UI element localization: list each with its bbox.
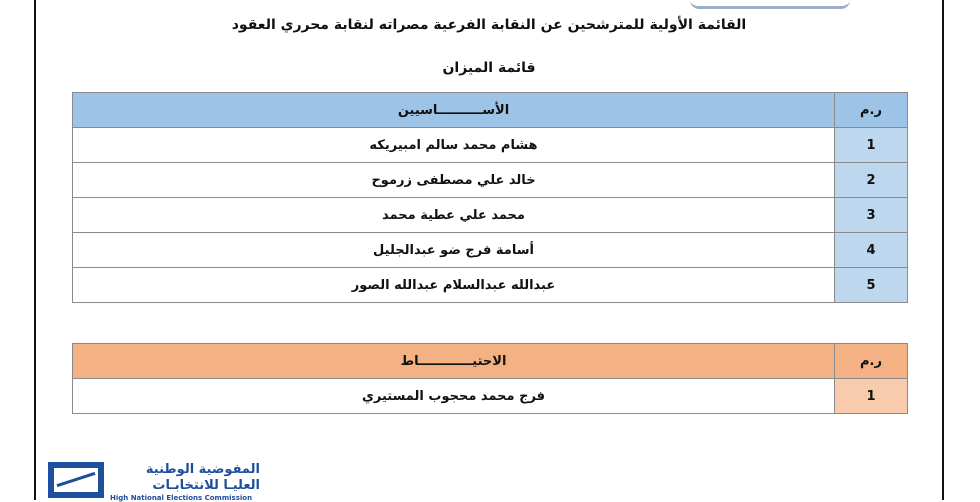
candidate-name: فرج محمد محجوب المستيري	[73, 379, 835, 414]
candidate-name: أسامة فرج ضو عبدالجليل	[73, 233, 835, 268]
row-number: 3	[835, 198, 908, 233]
name-column-header: الأســــــــــاسيين	[73, 93, 835, 128]
row-number: 4	[835, 233, 908, 268]
main-table-header	[73, 93, 908, 128]
page-border-right	[942, 0, 944, 500]
row-number: 1	[835, 128, 908, 163]
table-row	[73, 128, 908, 163]
number-column-header: ر.م	[835, 93, 908, 128]
table-row	[73, 268, 908, 303]
commission-logo	[48, 460, 268, 500]
candidate-name: خالد علي مصطفى زرموح	[73, 163, 835, 198]
logo-arabic-line1: المفوضية الوطنية	[145, 462, 260, 477]
name-column-header: الاحتيــــــــــــاط	[73, 344, 835, 379]
reserve-table-header	[73, 344, 908, 379]
top-decoration	[690, 0, 850, 9]
logo-arabic-line2: العليـا للانتخابـات	[152, 478, 260, 493]
candidate-name: محمد علي عطية محمد	[73, 198, 835, 233]
table-row	[73, 198, 908, 233]
document-title: القائمة الأولية للمترشحين عن النقابة الفرعية مصراته لنقابة محرري العقود	[231, 17, 747, 33]
main-candidates-table	[72, 92, 908, 303]
logo-english-line: High National Elections Commission	[110, 494, 253, 502]
row-number: 5	[835, 268, 908, 303]
ballot-box-icon	[48, 462, 104, 498]
reserve-candidates-table	[72, 343, 908, 414]
number-column-header: ر.م	[835, 344, 908, 379]
candidate-name: هشام محمد سالم امبيريكه	[73, 128, 835, 163]
table-row	[73, 379, 908, 414]
table-row	[73, 233, 908, 268]
list-name: قائمة الميزان	[442, 60, 536, 76]
row-number: 1	[835, 379, 908, 414]
row-number: 2	[835, 163, 908, 198]
table-row	[73, 163, 908, 198]
candidate-name: عبدالله عبدالسلام عبدالله الصور	[73, 268, 835, 303]
